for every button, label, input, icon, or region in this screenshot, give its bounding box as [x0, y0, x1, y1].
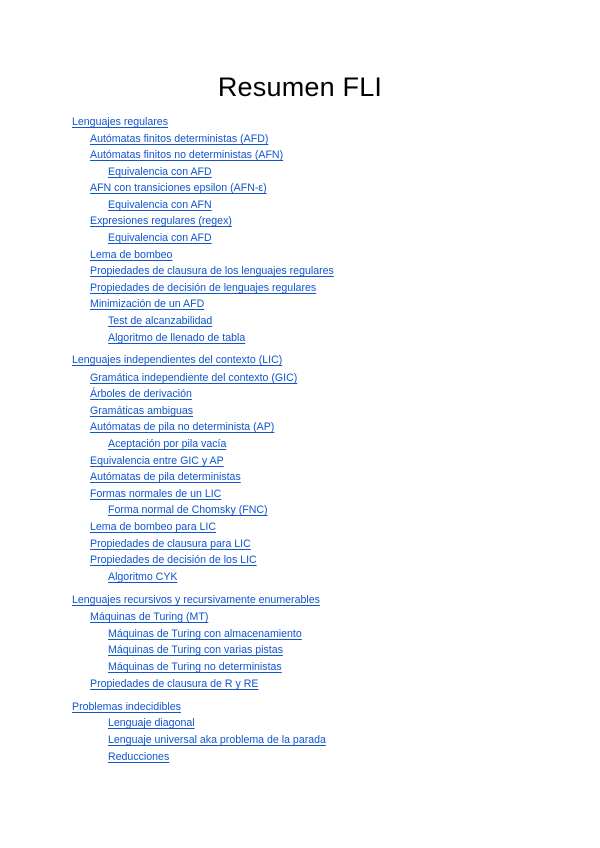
toc-entry-level-1[interactable]: Gramática independiente del contexto (GIC)	[90, 372, 298, 384]
toc-entry-level-1[interactable]: Autómatas finitos no deterministas (AFN)	[90, 149, 284, 161]
toc-entry-level-0[interactable]: Problemas indecidibles	[72, 701, 181, 713]
toc-entry-level-2[interactable]: Lenguaje universal aka problema de la parada	[108, 734, 326, 746]
toc-entry-level-1[interactable]: Propiedades de decisión de lenguajes regulares	[90, 282, 317, 294]
toc-entry-level-0[interactable]: Lenguajes recursivos y recursivamente enumerables	[72, 594, 320, 606]
toc-entry-level-2[interactable]: Algoritmo CYK	[108, 571, 178, 583]
toc-entry-level-1[interactable]: Formas normales de un LIC	[90, 488, 222, 500]
toc-entry-level-1[interactable]: Gramáticas ambiguas	[90, 405, 194, 417]
toc-entry-level-2[interactable]: Reducciones	[108, 751, 170, 763]
toc-entry-level-2[interactable]: Máquinas de Turing con varias pistas	[108, 644, 283, 656]
toc-entry-level-1[interactable]: Autómatas de pila no determinista (AP)	[90, 421, 275, 433]
toc-entry-level-1[interactable]: Propiedades de decisión de los LIC	[90, 554, 257, 566]
toc-entry-level-2[interactable]: Aceptación por pila vacía	[108, 438, 227, 450]
toc-entry-level-2[interactable]: Algoritmo de llenado de tabla	[108, 332, 246, 344]
toc-entry-level-1[interactable]: Propiedades de clausura de los lenguajes regulares	[90, 265, 334, 277]
toc-entry-level-2[interactable]: Equivalencia con AFN	[108, 199, 212, 211]
toc-entry-level-1[interactable]: Propiedades de clausura para LIC	[90, 538, 251, 550]
toc-entry-level-2[interactable]: Equivalencia con AFD	[108, 166, 212, 178]
toc-entry-level-2[interactable]: Lenguaje diagonal	[108, 717, 195, 729]
toc-entry-level-1[interactable]: AFN con transiciones epsilon (AFN-ε)	[90, 182, 267, 194]
toc-entry-level-1[interactable]: Árboles de derivación	[90, 388, 192, 400]
toc-entry-level-1[interactable]: Equivalencia entre GIC y AP	[90, 455, 224, 467]
toc-entry-level-0[interactable]: Lenguajes independientes del contexto (LIC)	[72, 354, 283, 366]
toc-entry-level-1[interactable]: Lema de bombeo para LIC	[90, 521, 217, 533]
toc-entry-level-1[interactable]: Autómatas finitos deterministas (AFD)	[90, 133, 269, 145]
toc-entry-level-2[interactable]: Máquinas de Turing con almacenamiento	[108, 628, 302, 640]
toc-entry-level-1[interactable]: Máquinas de Turing (MT)	[90, 611, 209, 623]
toc-entry-level-0[interactable]: Lenguajes regulares	[72, 116, 169, 128]
toc-entry-level-2[interactable]: Forma normal de Chomsky (FNC)	[108, 504, 268, 516]
toc-entry-level-1[interactable]: Lema de bombeo	[90, 249, 173, 261]
toc-entry-level-2[interactable]: Equivalencia con AFD	[108, 232, 212, 244]
toc-entry-level-2[interactable]: Test de alcanzabilidad	[108, 315, 213, 327]
toc-entry-level-1[interactable]: Autómatas de pila deterministas	[90, 471, 241, 483]
toc-entry-level-1[interactable]: Expresiones regulares (regex)	[90, 215, 232, 227]
toc-entry-level-1[interactable]: Propiedades de clausura de R y RE	[90, 678, 259, 690]
toc-entry-level-2[interactable]: Máquinas de Turing no deterministas	[108, 661, 282, 673]
document-title: Resumen FLI	[217, 72, 383, 102]
toc-entry-level-1[interactable]: Minimización de un AFD	[90, 298, 205, 310]
